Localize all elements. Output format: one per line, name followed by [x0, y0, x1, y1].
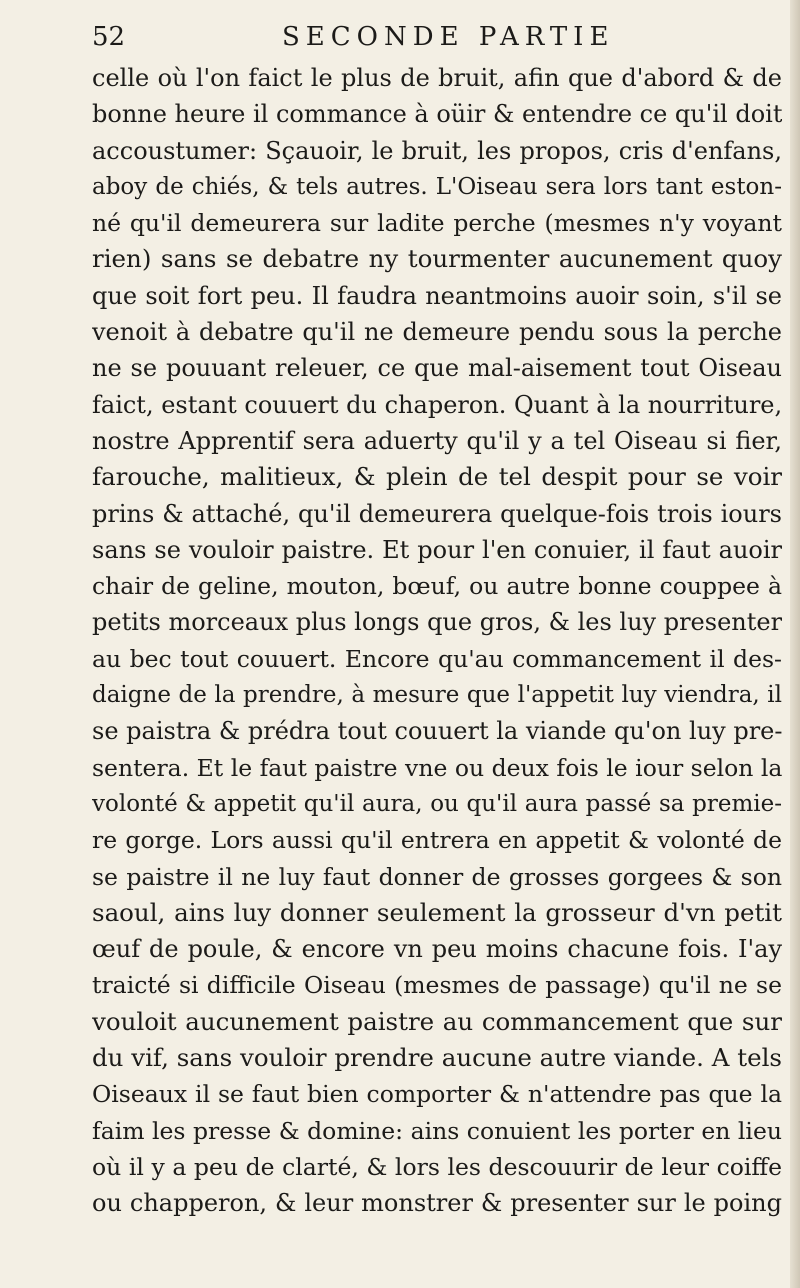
text-line: aboy de chiés, & tels autres. L'Oiseau sera lors tant eston-	[92, 173, 782, 200]
body-text	[92, 60, 782, 1222]
text-line: rien) sans se debatre ny tourmenter aucunement quoy	[92, 244, 782, 274]
text-line: prins & attaché, qu'il demeurera quelque-fois trois iours	[92, 499, 782, 528]
text-line: chair de geline, mouton, bœuf, ou autre bonne couppee à	[92, 572, 782, 601]
text-line: se paistra & prédra tout couuert la viande qu'on luy pre-	[92, 717, 782, 746]
text-line: farouche, malitieux, & plein de tel despit pour se voir	[92, 462, 782, 492]
text-line: traicté si difficile Oiseau (mesmes de passage) qu'il ne se	[92, 971, 782, 1000]
text-line: faim les presse & domine: ains conuient les porter en lieu	[92, 1116, 782, 1145]
text-line: bonne heure il commance à oüir & entendre ce qu'il doit	[92, 100, 782, 129]
text-line: daigne de la prendre, à mesure que l'appetit luy viendra, il	[92, 682, 782, 709]
text-line: né qu'il demeurera sur ladite perche (mesmes n'y voyant	[92, 209, 782, 238]
text-line: venoit à debatre qu'il ne demeure pendu sous la perche	[92, 318, 782, 347]
text-line: sentera. Et le faut paistre vne ou deux fois le iour selon la	[92, 753, 782, 782]
page-number: 52	[92, 22, 126, 52]
text-line: œuf de poule, & encore vn peu moins chacune fois. I'ay	[92, 935, 782, 964]
text-line: où il y a peu de clarté, & lors les descouurir de leur coiffe	[92, 1152, 782, 1181]
text-line: du vif, sans vouloir prendre aucune autre viande. A tels	[92, 1043, 782, 1073]
text-line: saoul, ains luy donner seulement la grosseur d'vn petit	[92, 897, 782, 927]
text-line: Oiseaux il se faut bien comporter & n'attendre pas que la	[92, 1080, 782, 1109]
text-line: petits morceaux plus longs que gros, & les luy presenter	[92, 608, 782, 637]
text-line: celle où l'on faict le plus de bruit, afin que d'abord & de	[92, 64, 782, 92]
running-head: SECONDE PARTIE	[282, 22, 615, 52]
text-line: que soit fort peu. Il faudra neantmoins auoir soin, s'il se	[92, 281, 782, 310]
text-line: faict, estant couuert du chaperon. Quant à la nourriture,	[92, 390, 782, 419]
text-line: vouloit aucunement paistre au commancement que sur	[92, 1006, 782, 1036]
page-header	[92, 22, 782, 62]
text-line: volonté & appetit qu'il aura, ou qu'il aura passé sa premie-	[92, 790, 782, 817]
text-line: re gorge. Lors aussi qu'il entrera en appetit & volonté de	[92, 826, 782, 855]
page-edge-shadow	[790, 0, 800, 1288]
text-line: sans se vouloir paistre. Et pour l'en conuier, il faut auoir	[92, 535, 782, 564]
text-line: accoustumer: Sçauoir, le bruit, les propos, cris d'enfans,	[92, 136, 782, 165]
text-line: au bec tout couuert. Encore qu'au commancement il des-	[92, 644, 782, 673]
text-line: ne se pouuant releuer, ce que mal-aisement tout Oiseau	[92, 354, 782, 383]
text-line: se paistre il ne luy faut donner de grosses gorgees & son	[92, 862, 782, 891]
text-line: nostre Apprentif sera aduerty qu'il y a tel Oiseau si fier,	[92, 426, 782, 455]
text-line: ou chapperon, & leur monstrer & presenter sur le poing	[92, 1189, 782, 1218]
